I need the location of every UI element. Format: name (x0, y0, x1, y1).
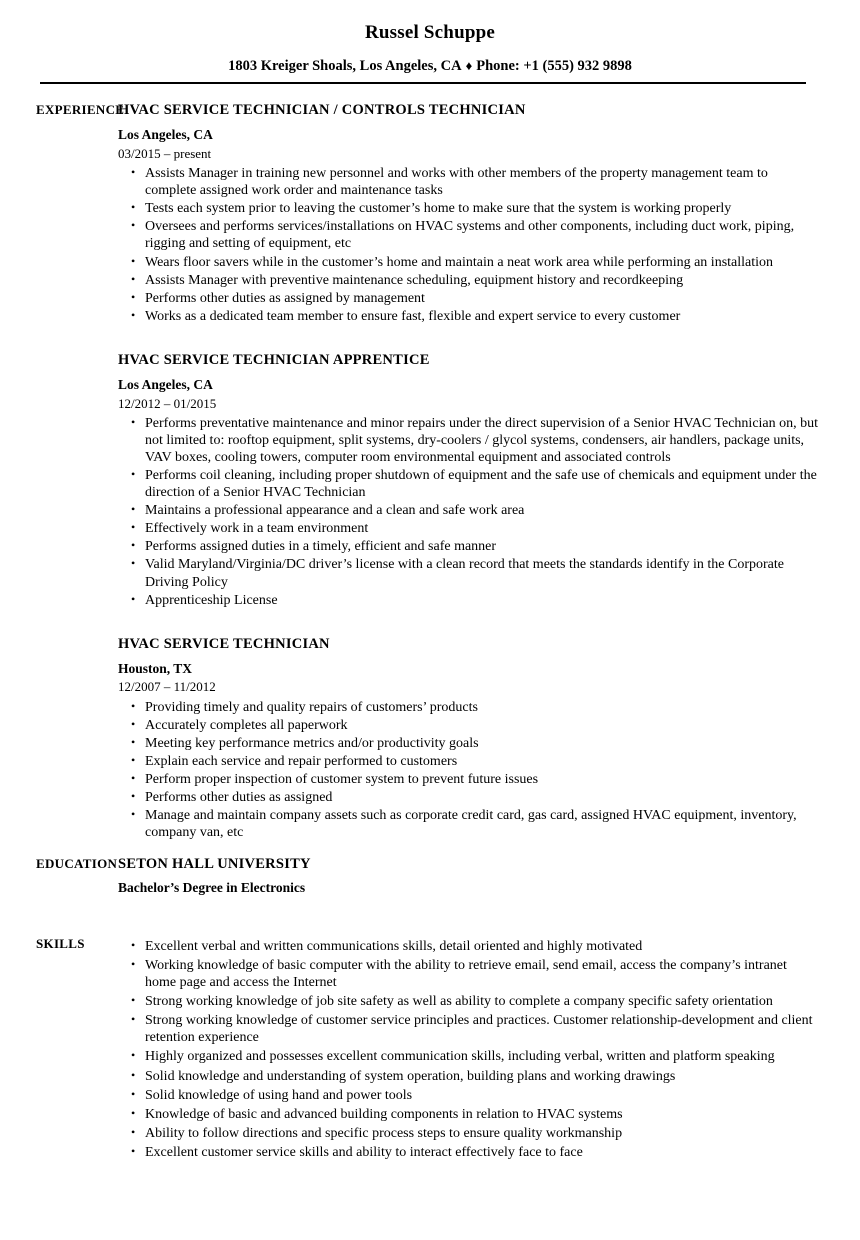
list-item: • Assists Manager in training new personnel and works with other members of the property management team to complete assigned work order and maintenance tasks (118, 165, 820, 199)
list-item: • Knowledge of basic and advanced building components in relation to HVAC systems (118, 1106, 820, 1123)
candidate-name: Russel Schuppe (364, 22, 496, 43)
list-item: • Working knowledge of basic computer with the ability to retrieve email, send email, access the company’s intranet home page and access the Internet (118, 957, 820, 991)
list-item: • Works as a dedicated team member to ensure fast, flexible and expert service to every customer (118, 308, 820, 325)
list-item: • Explain each service and repair performed to customers (118, 753, 820, 770)
contact-phone: Phone: +1 (555) 932 9898 (476, 57, 632, 74)
list-item: • Solid knowledge of using hand and power tools (118, 1087, 820, 1104)
list-item: • Effectively work in a team environment (118, 520, 820, 537)
list-item: • Apprenticeship License (118, 592, 820, 609)
job-location: Los Angeles, CA (118, 376, 213, 392)
education-entries (118, 855, 860, 897)
job-location: Houston, TX (118, 660, 193, 676)
resume-header (0, 0, 860, 75)
job-bullet-list (118, 415, 820, 609)
job-bullet-list (118, 165, 820, 325)
list-item: • Tests each system prior to leaving the customer’s home to make sure that the system is working properly (118, 200, 820, 217)
skills-entries (118, 935, 860, 1161)
list-item: • Manage and maintain company assets such as corporate credit card, gas card, assigned HVAC equipment, inventory, company van, etc (118, 807, 820, 841)
job-title: HVAC SERVICE TECHNICIAN / CONTROLS TECHNICIAN (118, 102, 526, 119)
job-dates: 12/2007 – 11/2012 (118, 679, 216, 695)
list-item: • Excellent customer service skills and ability to interact effectively face to face (118, 1144, 820, 1161)
list-item: • Performs other duties as assigned (118, 789, 820, 806)
list-item: • Ability to follow directions and specific process steps to ensure quality workmanship (118, 1125, 820, 1142)
experience-entries (118, 101, 860, 841)
list-item: • Valid Maryland/Virginia/DC driver’s license with a clean record that meets the standards identify in the Corporate Driving Policy (118, 556, 820, 590)
education-school: SETON HALL UNIVERSITY (118, 856, 311, 873)
list-item: • Providing timely and quality repairs of customers’ products (118, 699, 820, 716)
list-item: • Performs other duties as assigned by management (118, 290, 820, 307)
contact-line (0, 58, 860, 75)
list-item: • Accurately completes all paperwork (118, 717, 820, 734)
list-item: • Solid knowledge and understanding of system operation, building plans and working drawings (118, 1068, 820, 1085)
job-title: HVAC SERVICE TECHNICIAN (118, 635, 330, 652)
list-item: • Wears floor savers while in the customer’s home and maintain a neat work area while performing an installation (118, 254, 820, 271)
section-education (0, 855, 860, 897)
skills-bullet-list (118, 938, 820, 1161)
section-experience (0, 101, 860, 841)
list-item: • Highly organized and possesses excellent communication skills, including verbal, written and platform speaking (118, 1048, 820, 1065)
list-item: • Performs assigned duties in a timely, efficient and safe manner (118, 538, 820, 555)
list-item: • Assists Manager with preventive maintenance scheduling, equipment history and recordkeeping (118, 272, 820, 289)
list-item: • Meeting key performance metrics and/or productivity goals (118, 735, 820, 752)
section-label-education: EDUCATION (36, 856, 118, 872)
job-dates: 03/2015 – present (118, 145, 212, 161)
education-entry (118, 855, 820, 897)
section-label-experience: EXPERIENCE (36, 102, 125, 118)
experience-entry (118, 351, 820, 609)
experience-entry (118, 101, 820, 325)
contact-address: 1803 Kreiger Shoals, Los Angeles, CA (228, 57, 462, 74)
section-skills (0, 935, 860, 1161)
job-dates: 12/2012 – 01/2015 (118, 395, 217, 411)
job-bullet-list (118, 699, 820, 842)
list-item: • Performs coil cleaning, including proper shutdown of equipment and the safe use of chemicals and equipment under the direction of a Senior HVAC Technician (118, 467, 820, 501)
resume-body (0, 101, 860, 1161)
education-degree: Bachelor’s Degree in Electronics (118, 880, 306, 896)
list-item: • Performs preventative maintenance and minor repairs under the direct supervision of a Senior HVAC Technician on, but not limited to: rooftop equipment, split systems, dry-coolers / glycol systems, condensers, air handlers, package units, VAV boxes, cooling towers, computer room environmental equipment and associated controls (118, 415, 820, 466)
header-divider (40, 82, 806, 84)
list-item: • Excellent verbal and written communications skills, detail oriented and highly motivated (118, 938, 820, 955)
section-label-skills: SKILLS (36, 936, 85, 951)
list-item: • Maintains a professional appearance and a clean and safe work area (118, 502, 820, 519)
list-item: • Strong working knowledge of job site safety as well as ability to complete a company specific safety orientation (118, 993, 820, 1010)
job-title: HVAC SERVICE TECHNICIAN APPRENTICE (118, 351, 430, 368)
job-location: Los Angeles, CA (118, 127, 213, 143)
experience-entry (118, 635, 820, 842)
list-item: • Oversees and performs services/installations on HVAC systems and other components, including duct work, piping, rigging and setting of equipment, etc (118, 218, 820, 252)
list-item: • Perform proper inspection of customer system to prevent future issues (118, 771, 820, 788)
list-item: • Strong working knowledge of customer service principles and practices. Customer relationship-development and client retention experience (118, 1012, 820, 1046)
diamond-separator-icon: ♦ (465, 57, 473, 73)
